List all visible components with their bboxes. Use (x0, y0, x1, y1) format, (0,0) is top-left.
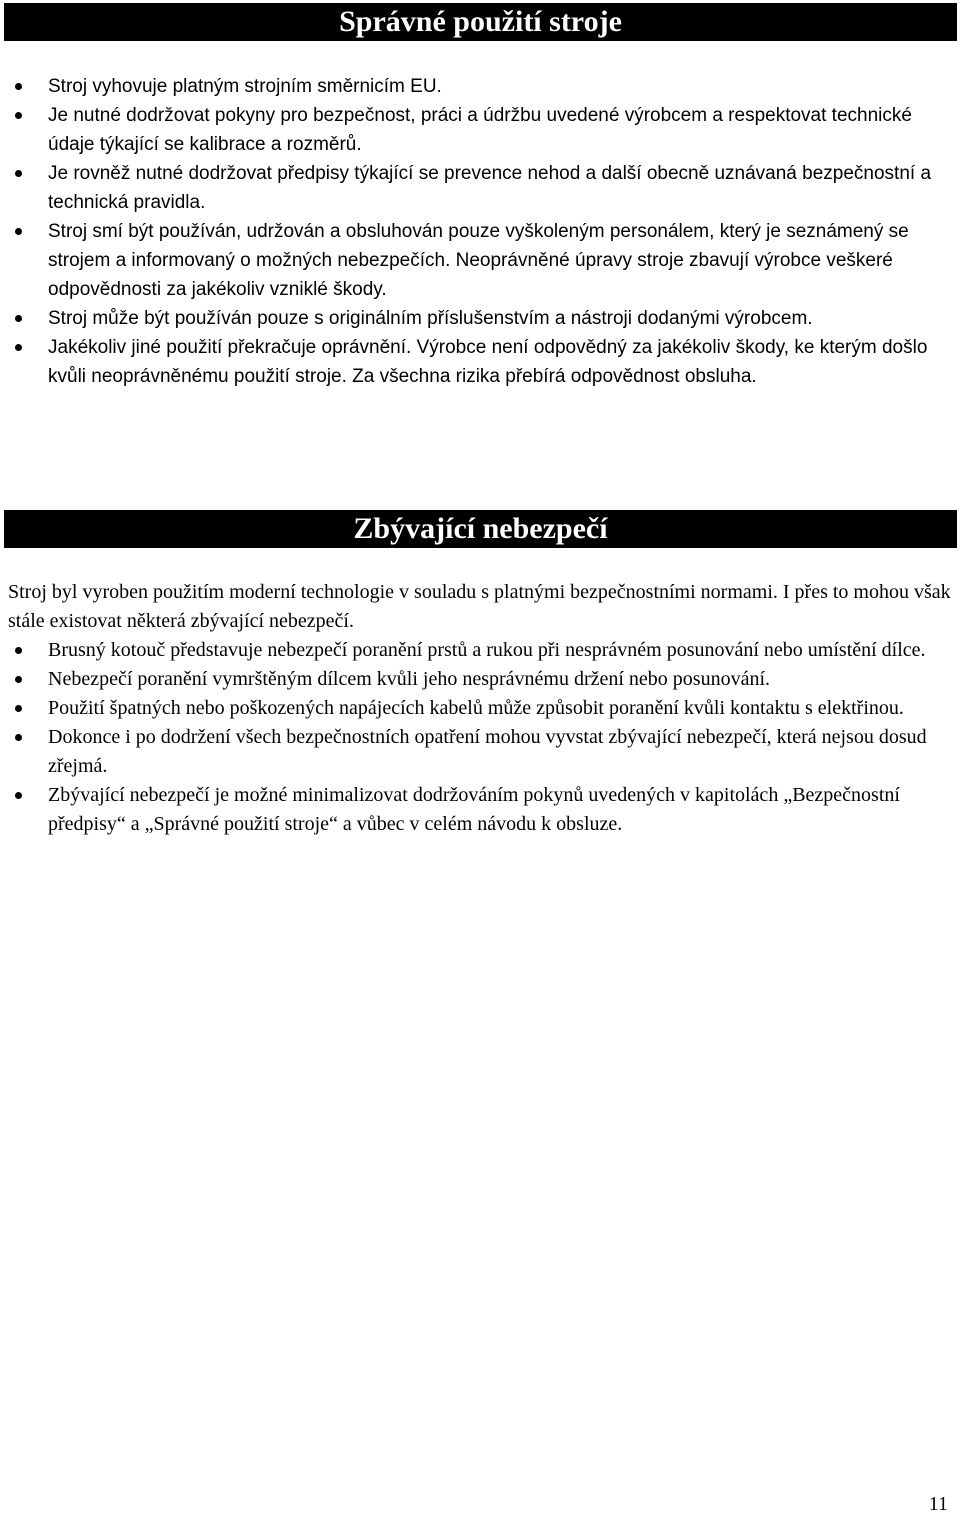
list-item-text: Nebezpečí poranění vymrštěným dílcem kvůli jeho nesprávnému držení nebo posunování. (48, 668, 771, 690)
list-item-text: Je nutné dodržovat pokyny pro bezpečnost, práci a údržbu uvedené výrobcem a respektovat technické údaje týkající se kalibrace a rozměrů. (48, 105, 912, 155)
page-number: 11 (928, 1493, 948, 1515)
list-item (8, 101, 953, 159)
bullet-icon (15, 228, 22, 235)
list-item (8, 694, 953, 723)
list-item (8, 72, 953, 101)
bullet-icon (15, 705, 22, 712)
list-item (8, 723, 953, 781)
list-item-text: Brusný kotouč představuje nebezpečí poranění prstů a rukou při nesprávném posunování nebo umístění dílce. (48, 639, 926, 661)
list-item-text: Stroj vyhovuje platným strojním směrnicím EU. (48, 76, 442, 97)
list-item (8, 333, 953, 391)
bullet-icon (15, 112, 22, 119)
list-item-text: Dokonce i po dodržení všech bezpečnostních opatření mohou vyvstat zbývající nebezpečí, která nejsou dosud zřejmá. (48, 726, 927, 777)
list-item-text: Použití špatných nebo poškozených napájecích kabelů může způsobit poranění kvůli kontaktu s elektřinou. (48, 697, 904, 719)
list-item (8, 781, 953, 839)
bullet-icon (15, 792, 22, 799)
list-item (8, 159, 953, 217)
list-item-text: Je rovněž nutné dodržovat předpisy týkající se prevence nehod a další obecně uznávaná bezpečnostní a technická pravidla. (48, 163, 932, 213)
list-item (8, 304, 953, 333)
bullet-icon (15, 734, 22, 741)
list-item-text: Stroj smí být používán, udržován a obsluhován pouze vyškoleným personálem, který je seznámený se strojem a informovaný o možných nebezpečích. Neoprávněné úpravy stroje zbavují výrobce veškeré odpovědnosti za jakékoliv vzniklé škody. (48, 221, 909, 300)
bullet-icon (15, 647, 22, 654)
bullet-icon (15, 315, 22, 322)
list-item (8, 217, 953, 304)
list-item-text: Zbývající nebezpečí je možné minimalizovat dodržováním pokynů uvedených v kapitolách „Bezpečnostní předpisy“ a „Správné použití stroje“ a vůbec v celém návodu k obsluze. (48, 784, 900, 835)
residual-risks-list (8, 636, 953, 839)
list-item-text: Stroj může být používán pouze s originálním příslušenstvím a nástroji dodanými výrobcem. (48, 308, 813, 329)
list-item-text: Jakékoliv jiné použití překračuje oprávnění. Výrobce není odpovědný za jakékoliv škody, ke kterým došlo kvůli neoprávněnému použití stroje. Za všechna rizika přebírá odpovědnost obsluha. (48, 337, 928, 387)
bullet-icon (15, 344, 22, 351)
section-title-proper-use: Správné použití stroje (4, 3, 957, 41)
residual-risks-intro: Stroj byl vyroben použitím moderní technologie v souladu s platnými bezpečnostními normami. I přes to mohou však stále existovat některá zbývající nebezpečí. (8, 581, 951, 632)
bullet-icon (15, 676, 22, 683)
bullet-icon (15, 83, 22, 90)
bullet-icon (15, 170, 22, 177)
list-item (8, 636, 953, 665)
proper-use-list (8, 72, 953, 391)
list-item (8, 665, 953, 694)
section-title-residual-risks: Zbývající nebezpečí (4, 510, 957, 548)
